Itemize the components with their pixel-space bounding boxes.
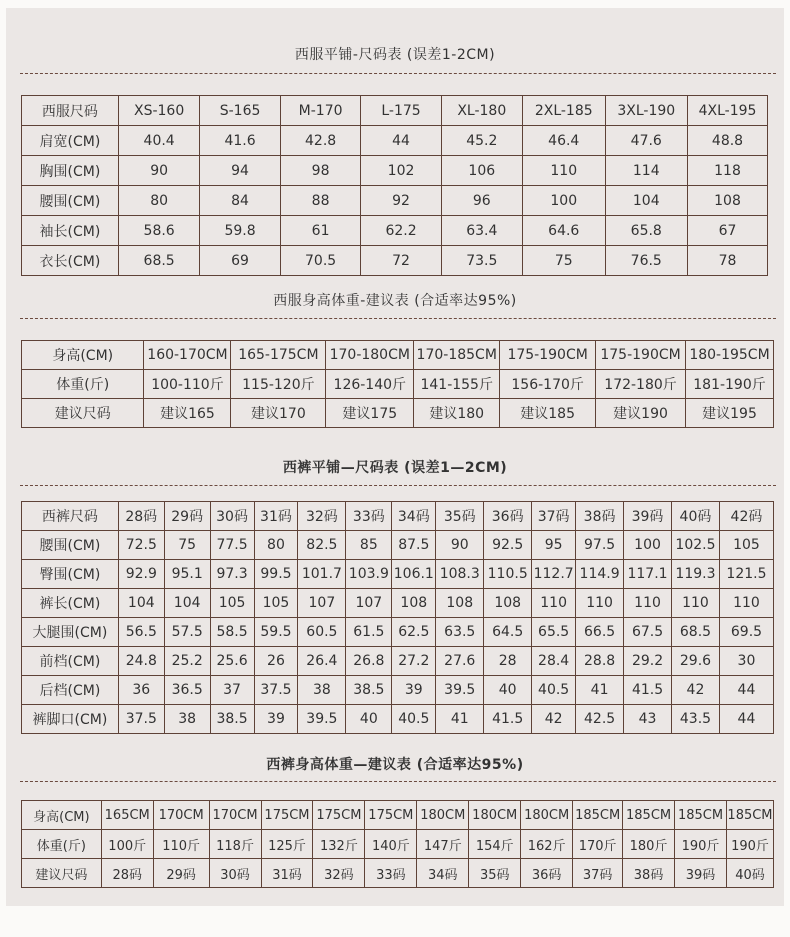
row-label: 西裤尺码 [22, 502, 119, 531]
table-cell: 165CM [101, 801, 153, 830]
table-cell: 172-180斤 [596, 370, 686, 399]
table-cell: XL-180 [441, 96, 522, 126]
header-row [22, 96, 768, 126]
table-cell: 118 [688, 156, 768, 186]
table-cell: 33码 [346, 502, 392, 531]
table-cell: 68.5 [672, 618, 720, 647]
table-row [22, 186, 768, 216]
table-row [22, 830, 774, 859]
table-cell: 40.5 [532, 676, 576, 705]
table-cell: 147斤 [417, 830, 469, 859]
table-cell: 175CM [365, 801, 417, 830]
table-cell: 56.5 [118, 618, 164, 647]
table-cell: 建议170 [231, 399, 326, 428]
table-cell: 37码 [532, 502, 576, 531]
table-cell: 180CM [521, 801, 573, 830]
table-row [22, 126, 768, 156]
table-cell: 97.3 [210, 560, 254, 589]
table-cell: 154斤 [469, 830, 521, 859]
table-cell: 181-190斤 [686, 370, 774, 399]
table-cell: 185CM [623, 801, 675, 830]
table-cell: 34码 [392, 502, 436, 531]
table-cell: 建议195 [686, 399, 774, 428]
table-cell: XS-160 [118, 96, 200, 126]
table-cell: 72 [361, 246, 441, 276]
table-cell: 68.5 [118, 246, 200, 276]
table-cell: 42 [532, 705, 576, 734]
table-cell: 76.5 [605, 246, 688, 276]
table-cell: 28 [484, 647, 532, 676]
table-cell: 112.7 [532, 560, 576, 589]
table-row [22, 216, 768, 246]
table-cell: 46.4 [522, 126, 605, 156]
table-cell: 38.5 [210, 705, 254, 734]
table-cell: 29.2 [624, 647, 672, 676]
table-cell: 建议190 [596, 399, 686, 428]
table-cell: 35码 [436, 502, 484, 531]
row-label: 前档(CM) [22, 647, 119, 676]
table-cell: 170CM [209, 801, 261, 830]
table-cell: 110 [719, 589, 773, 618]
table-cell: 26 [254, 647, 298, 676]
table-cell: 102 [361, 156, 441, 186]
table-cell: 162斤 [521, 830, 573, 859]
table-cell: 44 [361, 126, 441, 156]
table-row [22, 246, 768, 276]
table-cell: 104 [605, 186, 688, 216]
table-cell: 28码 [101, 859, 153, 888]
table-cell: 108 [392, 589, 436, 618]
table-cell: 40 [346, 705, 392, 734]
table-row [22, 399, 774, 428]
dashed-divider [20, 73, 776, 74]
table-cell: 101.7 [298, 560, 346, 589]
table-cell: 63.4 [441, 216, 522, 246]
table-cell: 108 [484, 589, 532, 618]
table-cell: 31码 [261, 859, 313, 888]
table-cell: 34码 [417, 859, 469, 888]
table-cell: 64.5 [484, 618, 532, 647]
table-cell: 119.3 [672, 560, 720, 589]
row-label: 大腿围(CM) [22, 618, 119, 647]
table-cell: 96 [441, 186, 522, 216]
row-label: 裤长(CM) [22, 589, 119, 618]
table-cell: L-175 [361, 96, 441, 126]
table-cell: 117.1 [624, 560, 672, 589]
row-label: 裤脚口(CM) [22, 705, 119, 734]
table-cell: 115-120斤 [231, 370, 326, 399]
table-cell: 42.5 [576, 705, 624, 734]
table-cell: 180-195CM [686, 341, 774, 370]
table-cell: 27.6 [436, 647, 484, 676]
table-cell: 41 [576, 676, 624, 705]
table-cell: 102.5 [672, 531, 720, 560]
table-cell: 141-155斤 [414, 370, 500, 399]
table-cell: 170CM [153, 801, 209, 830]
table-cell: 26.4 [298, 647, 346, 676]
table-cell: 2XL-185 [522, 96, 605, 126]
table-row [22, 647, 774, 676]
table-cell: 4XL-195 [688, 96, 768, 126]
table-cell: 82.5 [298, 531, 346, 560]
table-cell: 77.5 [210, 531, 254, 560]
table-cell: 37.5 [254, 676, 298, 705]
row-label: 建议尺码 [22, 859, 102, 888]
table-cell: 73.5 [441, 246, 522, 276]
table-row [22, 589, 774, 618]
row-label: 西服尺码 [22, 96, 119, 126]
suit-size-table [21, 95, 768, 276]
table-cell: 185CM [573, 801, 623, 830]
pants-recommend-table-title: 西裤身高体重—建议表 (合适率达95%) [266, 757, 524, 773]
row-label: 腰围(CM) [22, 186, 119, 216]
row-label: 腰围(CM) [22, 531, 119, 560]
table-cell: 38码 [576, 502, 624, 531]
table-cell: 106 [441, 156, 522, 186]
table-cell: 97.5 [576, 531, 624, 560]
table-cell: 106.1 [392, 560, 436, 589]
table-row [22, 156, 768, 186]
row-label: 衣长(CM) [22, 246, 119, 276]
table-cell: 107 [298, 589, 346, 618]
table-cell: 66.5 [576, 618, 624, 647]
table-cell: 70.5 [280, 246, 361, 276]
table-cell: 41.5 [484, 705, 532, 734]
table-cell: 41.5 [624, 676, 672, 705]
table-cell: 110.5 [484, 560, 532, 589]
header-row [22, 502, 774, 531]
table-cell: 108.3 [436, 560, 484, 589]
table-cell: 38 [164, 705, 210, 734]
table-cell: 36码 [484, 502, 532, 531]
table-cell: 175CM [313, 801, 365, 830]
row-label: 后档(CM) [22, 676, 119, 705]
table-cell: 40 [484, 676, 532, 705]
table-cell: 90 [436, 531, 484, 560]
table-cell: 108 [436, 589, 484, 618]
table-cell: 190斤 [675, 830, 727, 859]
table-cell: 39 [392, 676, 436, 705]
table-cell: 170-180CM [326, 341, 414, 370]
table-cell: 110 [672, 589, 720, 618]
dashed-divider [20, 318, 776, 319]
table-cell: 110 [532, 589, 576, 618]
table-cell: 39.5 [436, 676, 484, 705]
table-cell: 38 [298, 676, 346, 705]
table-cell: 28码 [118, 502, 164, 531]
table-cell: 100 [624, 531, 672, 560]
table-cell: 69 [200, 246, 280, 276]
table-cell: 104 [118, 589, 164, 618]
table-cell: 29码 [164, 502, 210, 531]
table-cell: 41.6 [200, 126, 280, 156]
pants-size-table [21, 501, 774, 734]
table-cell: 41 [436, 705, 484, 734]
table-cell: 32码 [298, 502, 346, 531]
table-cell: 175-190CM [596, 341, 686, 370]
table-row [22, 859, 774, 888]
table-cell: 72.5 [118, 531, 164, 560]
table-cell: 59.8 [200, 216, 280, 246]
row-label: 身高(CM) [22, 801, 102, 830]
table-cell: 30码 [210, 502, 254, 531]
table-cell: 30 [719, 647, 773, 676]
table-cell: 80 [254, 531, 298, 560]
table-cell: 40.4 [118, 126, 200, 156]
table-cell: 105 [254, 589, 298, 618]
table-cell: 126-140斤 [326, 370, 414, 399]
table-cell: 25.2 [164, 647, 210, 676]
table-cell: 62.5 [392, 618, 436, 647]
suit-size-table-title: 西服平铺-尺码表 (误差1-2CM) [294, 47, 496, 63]
table-cell: 27.2 [392, 647, 436, 676]
table-cell: 24.8 [118, 647, 164, 676]
table-cell: 118斤 [209, 830, 261, 859]
table-cell: 42码 [719, 502, 773, 531]
table-cell: 58.5 [210, 618, 254, 647]
table-cell: 98 [280, 156, 361, 186]
pants-size-table-title: 西裤平铺—尺码表 (误差1—2CM) [282, 460, 508, 476]
table-cell: 61 [280, 216, 361, 246]
table-cell: 104 [164, 589, 210, 618]
table-cell: 107 [346, 589, 392, 618]
table-cell: 175-190CM [500, 341, 596, 370]
suit-recommend-table-title: 西服身高体重-建议表 (合适率达95%) [273, 293, 517, 309]
table-cell: 62.2 [361, 216, 441, 246]
table-cell: 132斤 [313, 830, 365, 859]
table-cell: 建议165 [144, 399, 231, 428]
table-cell: 36 [118, 676, 164, 705]
table-cell: 26.8 [346, 647, 392, 676]
table-row [22, 531, 774, 560]
table-cell: 42 [672, 676, 720, 705]
table-cell: 29码 [153, 859, 209, 888]
table-cell: 100斤 [101, 830, 153, 859]
pants-recommend-table [21, 800, 774, 888]
table-cell: 43 [624, 705, 672, 734]
table-cell: 67.5 [624, 618, 672, 647]
table-cell: 60.5 [298, 618, 346, 647]
table-cell: 40码 [726, 859, 773, 888]
table-cell: 114 [605, 156, 688, 186]
table-cell: 37码 [573, 859, 623, 888]
table-cell: 175CM [261, 801, 313, 830]
table-cell: 95 [532, 531, 576, 560]
table-cell: 39 [254, 705, 298, 734]
table-cell: 28.8 [576, 647, 624, 676]
table-cell: 建议185 [500, 399, 596, 428]
table-cell: 110 [522, 156, 605, 186]
table-cell: S-165 [200, 96, 280, 126]
table-cell: 30码 [209, 859, 261, 888]
table-cell: 57.5 [164, 618, 210, 647]
table-cell: 3XL-190 [605, 96, 688, 126]
table-cell: 28.4 [532, 647, 576, 676]
table-cell: 156-170斤 [500, 370, 596, 399]
table-cell: 37.5 [118, 705, 164, 734]
table-cell: 36码 [521, 859, 573, 888]
table-cell: 88 [280, 186, 361, 216]
table-cell: 29.6 [672, 647, 720, 676]
table-row [22, 705, 774, 734]
table-cell: 65.5 [532, 618, 576, 647]
table-cell: 103.9 [346, 560, 392, 589]
table-cell: 90 [118, 156, 200, 186]
table-cell: 180CM [469, 801, 521, 830]
table-cell: 92 [361, 186, 441, 216]
table-cell: 31码 [254, 502, 298, 531]
table-cell: 47.6 [605, 126, 688, 156]
table-cell: 39码 [675, 859, 727, 888]
table-cell: 64.6 [522, 216, 605, 246]
row-label: 胸围(CM) [22, 156, 119, 186]
table-cell: 99.5 [254, 560, 298, 589]
table-cell: 44 [719, 705, 773, 734]
table-cell: 42.8 [280, 126, 361, 156]
table-cell: 110斤 [153, 830, 209, 859]
table-cell: 190斤 [726, 830, 773, 859]
row-label: 肩宽(CM) [22, 126, 119, 156]
table-row [22, 560, 774, 589]
row-label: 身高(CM) [22, 341, 144, 370]
table-cell: 121.5 [719, 560, 773, 589]
table-cell: 75 [164, 531, 210, 560]
table-cell: 185CM [675, 801, 727, 830]
table-cell: 87.5 [392, 531, 436, 560]
table-row [22, 676, 774, 705]
table-cell: 33码 [365, 859, 417, 888]
table-cell: 80 [118, 186, 200, 216]
table-cell: 94 [200, 156, 280, 186]
table-cell: 100-110斤 [144, 370, 231, 399]
table-cell: 39.5 [298, 705, 346, 734]
table-cell: 92.9 [118, 560, 164, 589]
table-cell: 85 [346, 531, 392, 560]
table-cell: M-170 [280, 96, 361, 126]
table-cell: 84 [200, 186, 280, 216]
table-cell: 58.6 [118, 216, 200, 246]
table-cell: 40.5 [392, 705, 436, 734]
table-cell: 100 [522, 186, 605, 216]
table-cell: 36.5 [164, 676, 210, 705]
table-cell: 建议175 [326, 399, 414, 428]
table-cell: 92.5 [484, 531, 532, 560]
table-cell: 170-185CM [414, 341, 500, 370]
row-label: 袖长(CM) [22, 216, 119, 246]
row-label: 体重(斤) [22, 370, 144, 399]
table-cell: 108 [688, 186, 768, 216]
table-cell: 43.5 [672, 705, 720, 734]
table-row [22, 370, 774, 399]
table-cell: 165-175CM [231, 341, 326, 370]
table-cell: 160-170CM [144, 341, 231, 370]
table-cell: 40码 [672, 502, 720, 531]
table-cell: 32码 [313, 859, 365, 888]
table-cell: 95.1 [164, 560, 210, 589]
table-cell: 180CM [417, 801, 469, 830]
dashed-divider [20, 781, 776, 782]
table-cell: 114.9 [576, 560, 624, 589]
table-cell: 45.2 [441, 126, 522, 156]
table-row [22, 801, 774, 830]
table-cell: 建议180 [414, 399, 500, 428]
table-cell: 185CM [726, 801, 773, 830]
table-cell: 170斤 [573, 830, 623, 859]
row-label: 体重(斤) [22, 830, 102, 859]
table-row [22, 618, 774, 647]
table-cell: 110 [576, 589, 624, 618]
table-cell: 140斤 [365, 830, 417, 859]
table-cell: 125斤 [261, 830, 313, 859]
table-row [22, 341, 774, 370]
table-cell: 59.5 [254, 618, 298, 647]
row-label: 建议尺码 [22, 399, 144, 428]
table-cell: 48.8 [688, 126, 768, 156]
table-cell: 105 [719, 531, 773, 560]
table-cell: 39码 [624, 502, 672, 531]
table-cell: 25.6 [210, 647, 254, 676]
table-cell: 65.8 [605, 216, 688, 246]
table-cell: 67 [688, 216, 768, 246]
table-cell: 105 [210, 589, 254, 618]
table-cell: 69.5 [719, 618, 773, 647]
table-cell: 61.5 [346, 618, 392, 647]
dashed-divider [20, 485, 776, 486]
row-label: 臀围(CM) [22, 560, 119, 589]
table-cell: 38码 [623, 859, 675, 888]
table-cell: 37 [210, 676, 254, 705]
table-cell: 110 [624, 589, 672, 618]
table-cell: 44 [719, 676, 773, 705]
table-cell: 180斤 [623, 830, 675, 859]
table-cell: 78 [688, 246, 768, 276]
table-cell: 63.5 [436, 618, 484, 647]
table-cell: 35码 [469, 859, 521, 888]
suit-recommend-table [21, 340, 774, 428]
table-cell: 75 [522, 246, 605, 276]
table-cell: 38.5 [346, 676, 392, 705]
